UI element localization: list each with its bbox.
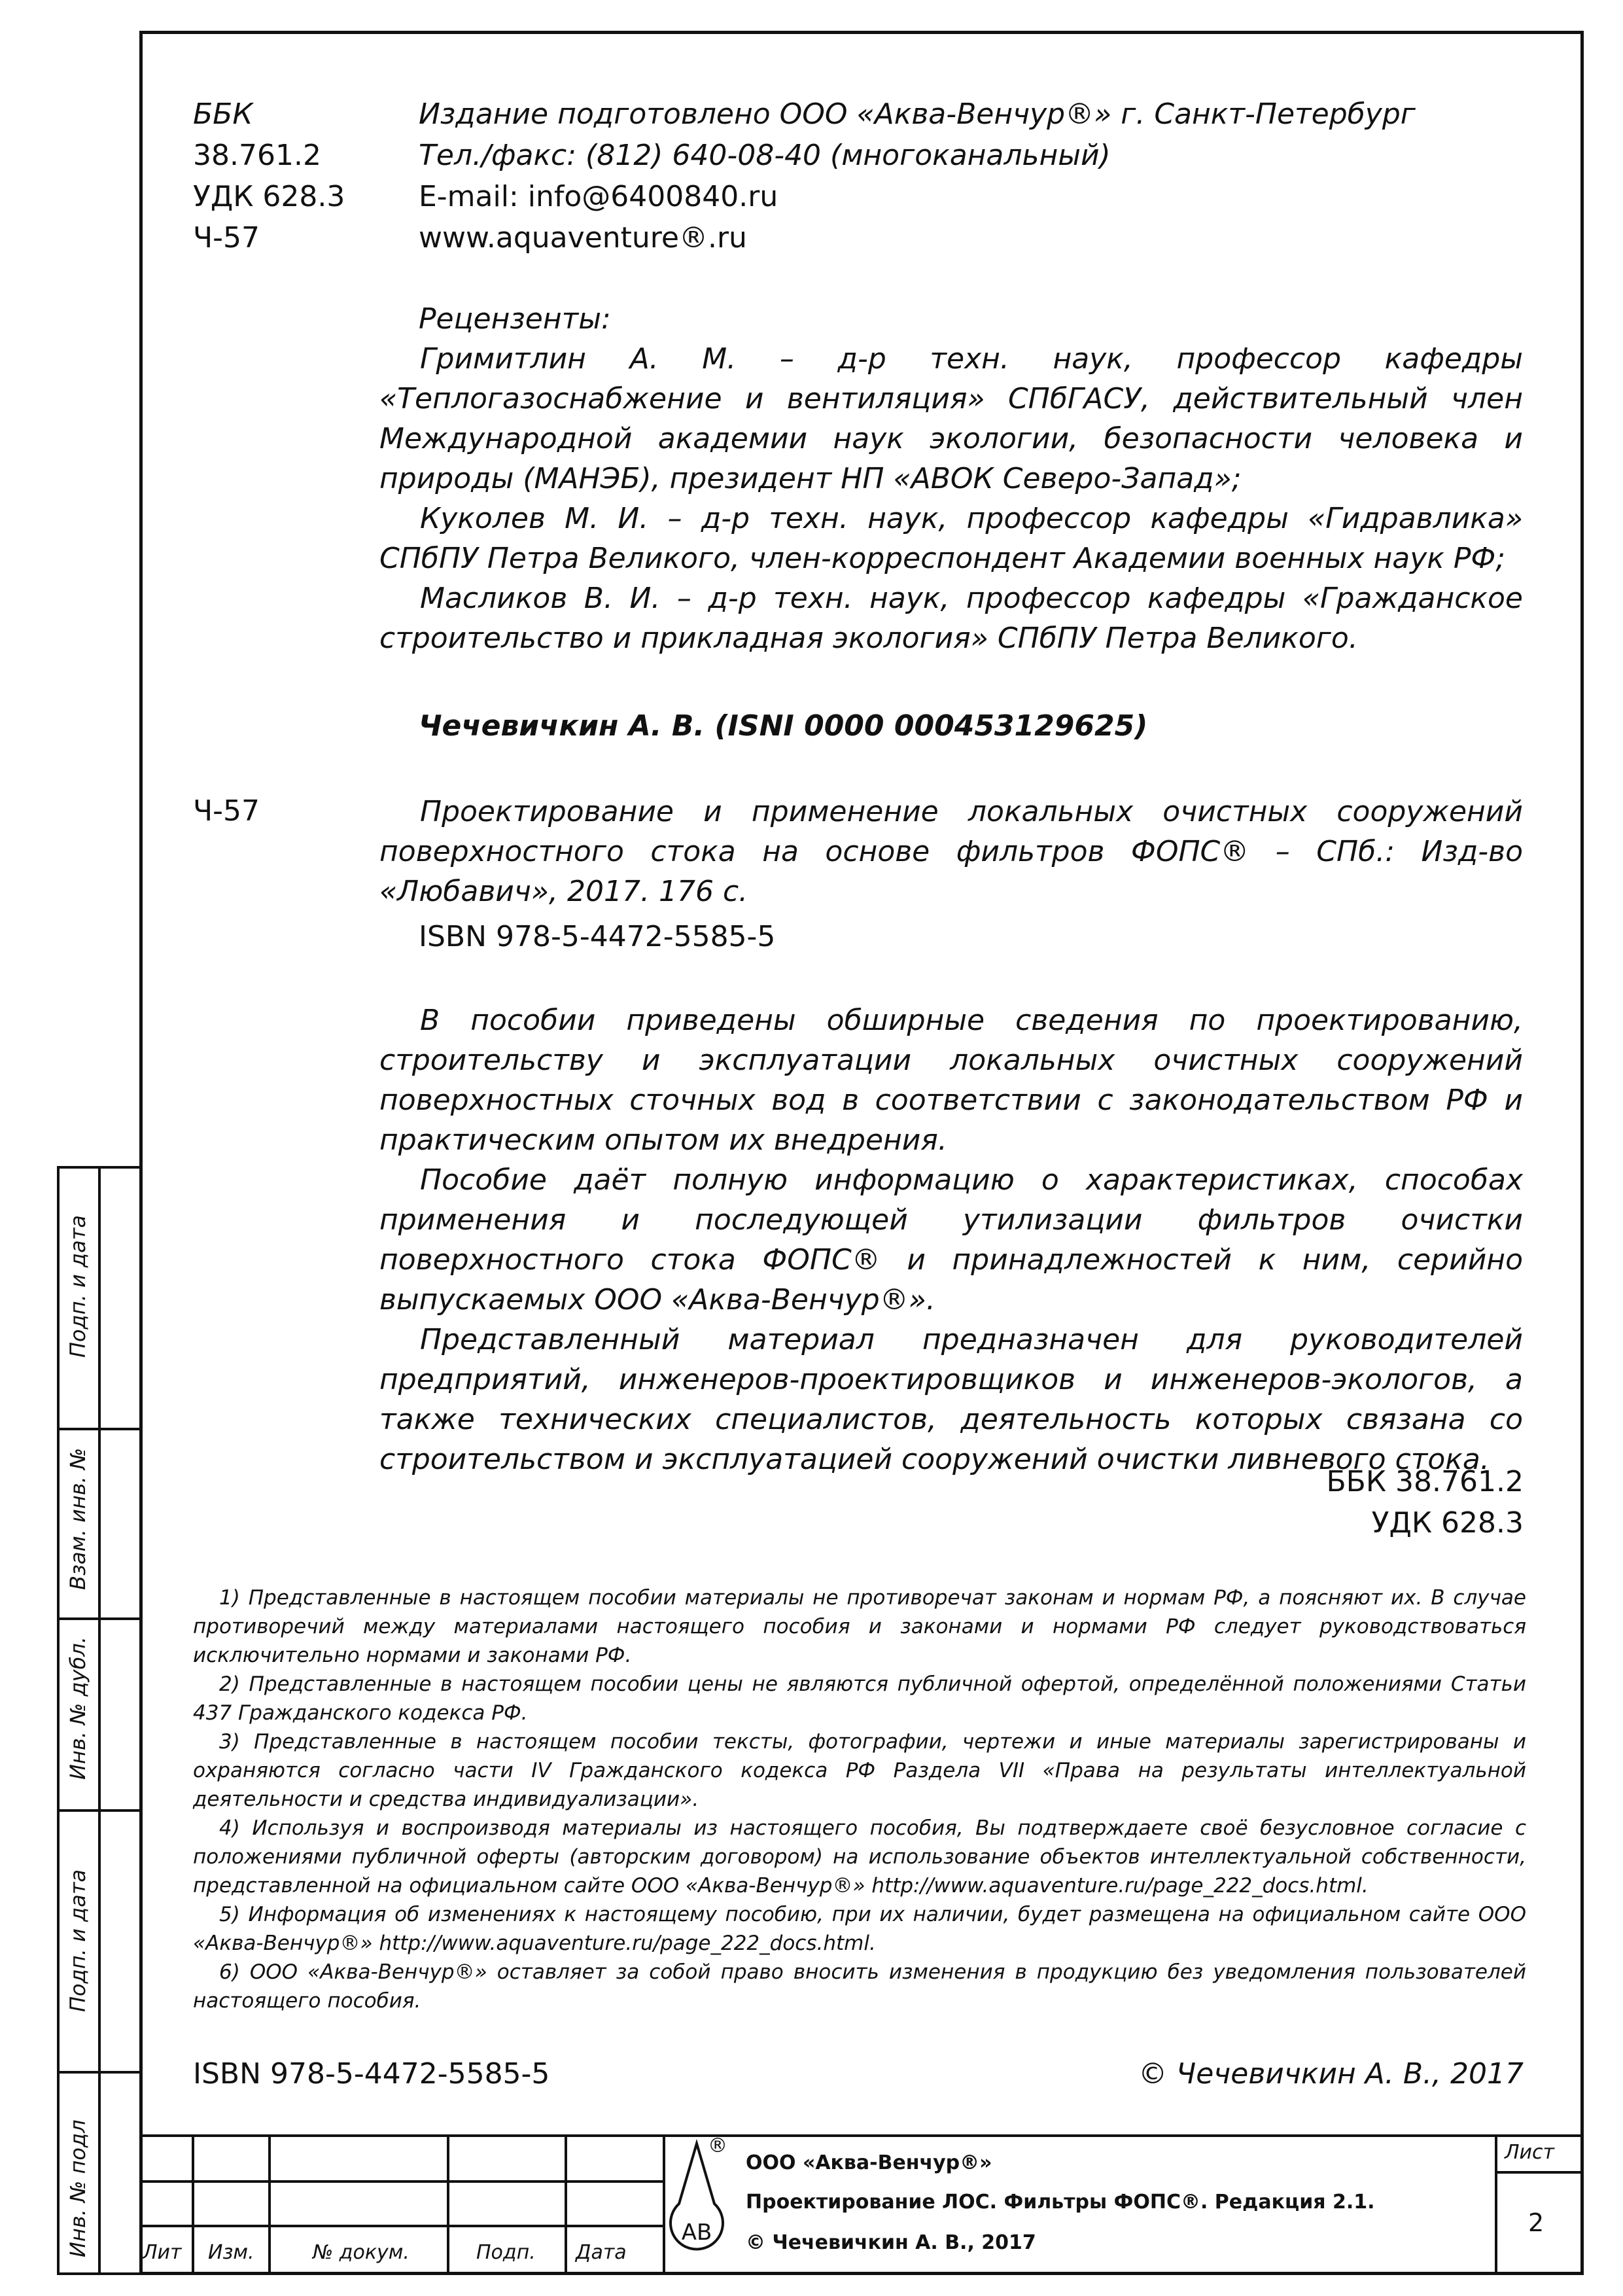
website-line: www.aquaventure®.ru: [419, 221, 747, 255]
stamp-date-label: Дата: [576, 2241, 627, 2264]
reviewer-2: Куколев М. И. – д-р техн. наук, профессор кафедры «Гидравлика» СПбПУ Петра Великого, член-корреспондент Академии военных наук РФ;: [379, 502, 1523, 575]
email-line: E-mail: info@6400840.ru: [419, 180, 778, 213]
note-4: 4) Используя и воспроизводя материалы из настоящего пособия, Вы подтверждаете своё безусловное согласие с положениями публичной оферты (авторским договором) на использование объектов интеллектуальной собственности, представленной на официальном сайте ООО «Аква-Венчур®» http://www.aquaventure.ru/page_222_docs.html.: [193, 1816, 1526, 1898]
stamp-sheet-label: Лист: [1505, 2141, 1555, 2164]
bbk-classification: ББК 38.761.2: [1326, 1465, 1524, 1498]
side-column-left-edge: [57, 1166, 60, 2275]
abstract-paragraph-3: Представленный материал предназначен для руководителей предприятий, инженеров-проектировщиков и инженеров-экологов, а также технических специалистов, деятельность которых связана со строительством и эксплуатацией сооружений очистки ливневого стока.: [379, 1323, 1523, 1476]
stamp-sheet-number: 2: [1528, 2208, 1544, 2237]
author-mark-entry: Ч-57: [193, 794, 260, 828]
stamp-copyright: © Чечевичкин А. В., 2017: [746, 2231, 1036, 2254]
author-name-isni: Чечевичкин А. В. (ISNI 0000 000453129625): [419, 709, 1148, 743]
stamp-row-2: [139, 2225, 663, 2227]
stamp-top-line: [139, 2134, 1584, 2137]
note-6: 6) ООО «Аква-Венчур®» оставляет за собой право вносить изменения в продукцию без уведомления пользователей настоящего пособия.: [193, 1960, 1526, 2013]
stamp-row-1: [139, 2180, 663, 2183]
author-mark-header: Ч-57: [193, 221, 260, 255]
stamp-sign-label: Подп.: [476, 2241, 536, 2264]
note-2: 2) Представленные в настоящем пособии цены не являются публичной офертой, определённой положениями Статьи 437 Гражданского кодекса РФ.: [193, 1672, 1526, 1725]
side-column-top: [57, 1166, 141, 1169]
reviewer-3: Масликов В. И. – д-р техн. наук, профессор кафедры «Гражданское строительство и прикладная экология» СПбПУ Петра Великого.: [379, 582, 1523, 655]
udk-classification: УДК 628.3: [1371, 1506, 1524, 1540]
side-divider-3: [57, 1809, 141, 1812]
stamp-title: Проектирование ЛОС. Фильтры ФОПС®. Редакция 2.1.: [746, 2191, 1375, 2214]
side-label-original-inv: Инв. № подл: [65, 2119, 90, 2257]
book-description: [379, 792, 1523, 911]
stamp-doc-label: № докум.: [313, 2241, 410, 2264]
udk-code: УДК 628.3: [193, 180, 345, 213]
side-label-sign-date-1: Подп. и дата: [65, 1215, 90, 1358]
abstract-paragraph-2: Пособие даёт полную информацию о характеристиках, способах применения и последующей утилизации фильтров очистки поверхностного стока ФОПС® и принадлежностей к ним, серийно выпускаемых ООО «Аква-Венчур®».: [379, 1163, 1523, 1316]
reviewers-list: [379, 339, 1523, 658]
phone-line: Тел./факс: (812) 640-08-40 (многоканальный): [419, 139, 1111, 172]
side-column-bottom: [57, 2272, 141, 2275]
abstract: [379, 1000, 1523, 1479]
stamp-col-1: [192, 2134, 194, 2275]
isbn-main: ISBN 978-5-4472-5585-5: [419, 920, 776, 953]
reviewer-1: Гримитлин А. М. – д-р техн. наук, профессор кафедры «Теплогазоснабжение и вентиляция» СПбГАСУ, действительный член Международной академии наук экологии, безопасности человека и природы (МАНЭБ), президент НП «АВОК Северо-Запад»;: [379, 342, 1523, 495]
reviewers-title: Рецензенты:: [419, 302, 611, 336]
side-column-divider: [98, 1166, 101, 2275]
note-5: 5) Информация об изменениях к настоящему пособию, при их наличии, будет размещена на официальном сайте ООО «Аква-Венчур®» http://www.aquaventure.ru/page_222_docs.html.: [193, 1903, 1526, 1955]
stamp-col-4: [565, 2134, 567, 2275]
stamp-col-5: [663, 2134, 665, 2275]
logo-letters: АВ: [681, 2219, 712, 2246]
bbk-label: ББК: [193, 97, 253, 131]
publisher-line: Издание подготовлено ООО «Аква-Венчур®» г. Санкт-Петербург: [419, 97, 1416, 131]
book-description-text: Проектирование и применение локальных очистных сооружений поверхностного стока на основе фильтров ФОПС® – СПб.: Изд-во «Любавич», 2017. 176 с.: [379, 795, 1523, 908]
note-3: 3) Представленные в настоящем пособии тексты, фотографии, чертежи и иные материалы зарегистрированы и охраняются согласно части IV Гражданского кодекса РФ Раздела VII «Права на результаты интеллектуальной деятельности и средства индивидуализации».: [193, 1730, 1526, 1811]
stamp-col-3: [447, 2134, 449, 2275]
stamp-col-2: [268, 2134, 271, 2275]
aquaventure-logo-icon: [667, 2138, 726, 2269]
side-divider-1: [57, 1428, 141, 1430]
abstract-paragraph-1: В пособии приведены обширные сведения по проектированию, строительству и эксплуатации локальных очистных сооружений поверхностных сточных вод в соответствии с законодательством РФ и практическим опытом их внедрения.: [379, 1004, 1523, 1157]
legal-notes: [193, 1583, 1526, 2015]
logo-registered-mark: ®: [708, 2134, 727, 2157]
isbn-footer: ISBN 978-5-4472-5585-5: [193, 2057, 550, 2091]
stamp-company: ООО «Аква-Венчур®»: [746, 2151, 992, 2174]
copyright-footer: © Чечевичкин А. В., 2017: [1138, 2057, 1524, 2091]
side-divider-2: [57, 1617, 141, 1620]
note-1: 1) Представленные в настоящем пособии материалы не противоречат законам и нормам РФ, а поясняют их. В случае противоречий между материалами настоящего пособия и законами и нормами РФ следует руководствоваться исключительно нормами и законами РФ.: [193, 1586, 1526, 1667]
stamp-izm-label: Изм.: [208, 2241, 254, 2264]
bbk-code: 38.761.2: [193, 139, 321, 172]
side-divider-4: [57, 2071, 141, 2074]
side-label-sign-date-2: Подп. и дата: [65, 1869, 90, 2012]
side-label-replacement-inv: Взам. инв. №: [65, 1447, 90, 1590]
side-label-duplicate-inv: Инв. № дубл.: [65, 1636, 90, 1780]
stamp-lit-label: Лит: [143, 2241, 182, 2264]
stamp-sheet-divider: [1495, 2171, 1584, 2174]
stamp-col-6: [1495, 2134, 1497, 2275]
